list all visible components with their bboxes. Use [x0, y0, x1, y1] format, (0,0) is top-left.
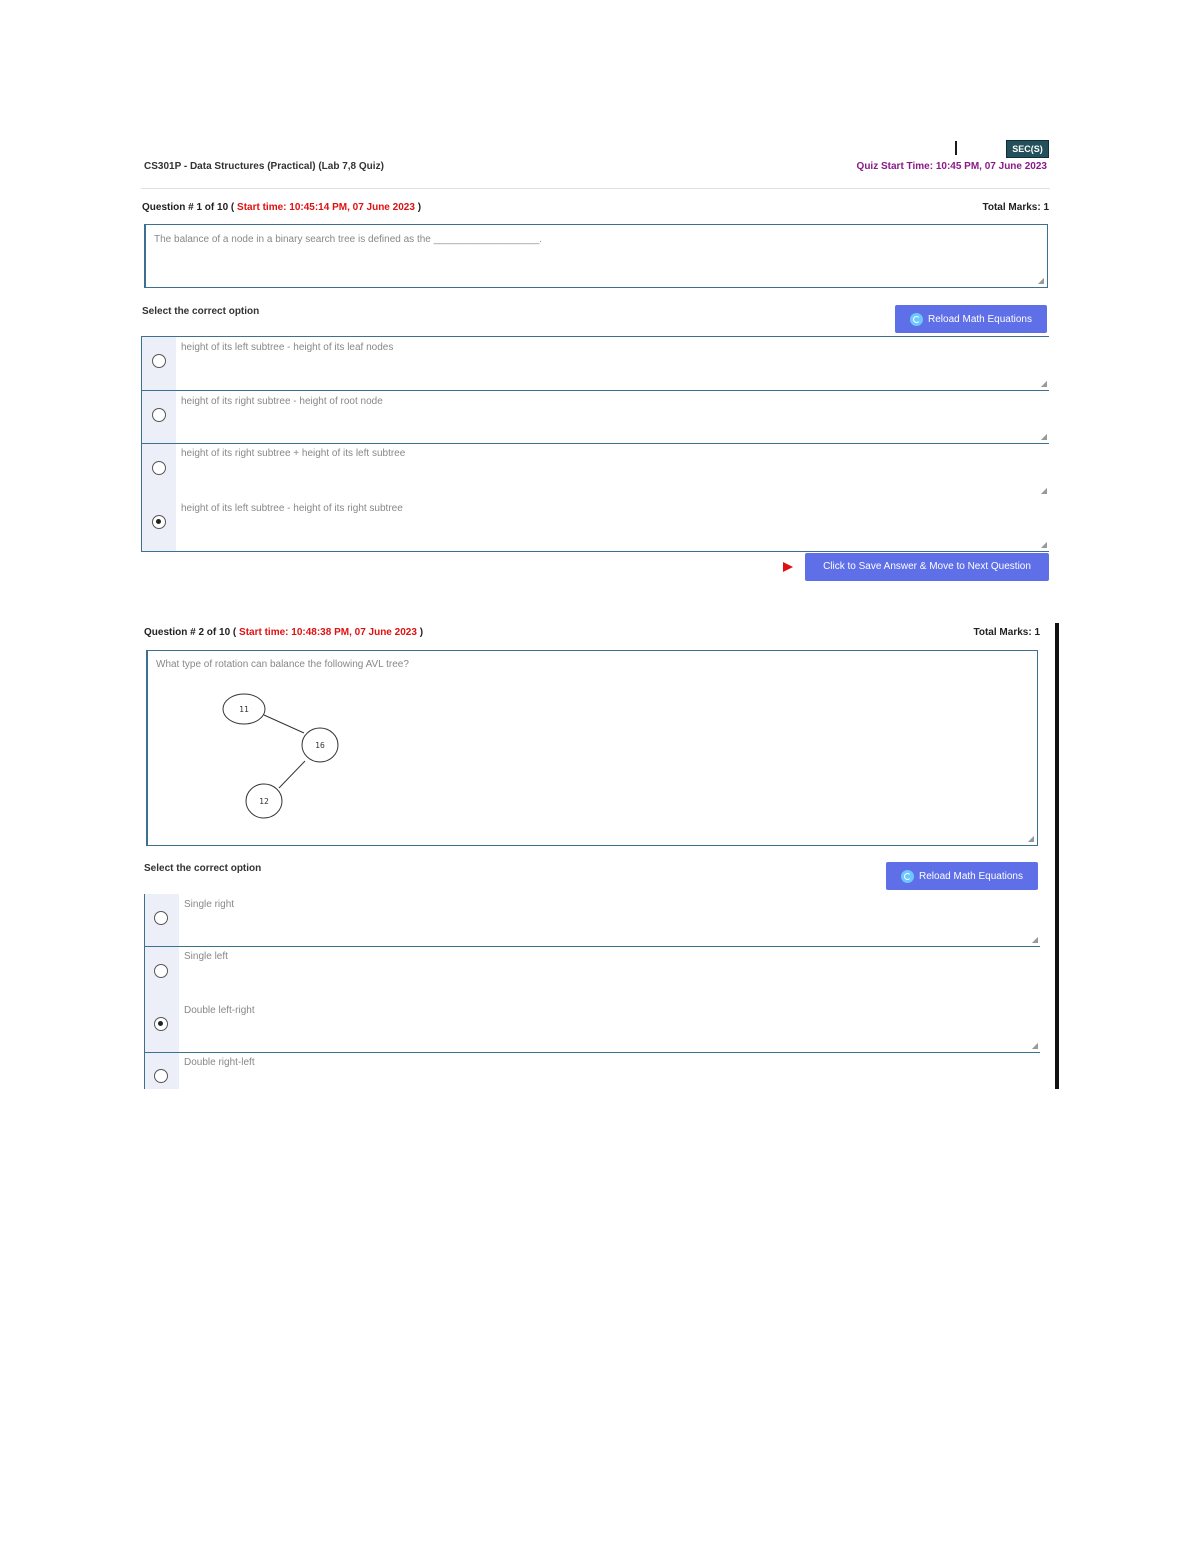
question-2-start-time: Start time: 10:48:38 PM, 07 June 2023: [239, 627, 417, 638]
question-2-total-marks: Total Marks: 1: [973, 627, 1040, 638]
reload-math-label: Reload Math Equations: [928, 313, 1032, 325]
question-2-options: [144, 894, 1040, 1089]
question-2-text-box: [146, 650, 1038, 846]
reload-math-button[interactable]: [886, 862, 1038, 890]
tree-node-label: 11: [239, 705, 249, 714]
timer-badge: SEC(S): [1006, 140, 1049, 158]
option-4-radio[interactable]: [152, 515, 166, 529]
option-1-radio[interactable]: [154, 911, 168, 925]
question-1-text-box: [144, 224, 1048, 288]
option-4-text: Double right-left: [184, 1057, 255, 1068]
option-radio-cell: [145, 947, 179, 1052]
option-1-text: height of its left subtree - height of its leaf nodes: [181, 342, 394, 353]
question-2-select-label: Select the correct option: [144, 863, 262, 874]
option-2-3-group: [145, 947, 1040, 1053]
avl-tree-diagram: [208, 687, 348, 822]
option-4-radio[interactable]: [154, 1069, 168, 1083]
quiz-start-time: Quiz Start Time: 10:45 PM, 07 June 2023: [856, 161, 1047, 172]
option-3-text[interactable]: Double left-right: [184, 1005, 255, 1016]
timer-divider: [955, 141, 957, 155]
option-3-text[interactable]: height of its right subtree + height of its left subtree: [181, 448, 406, 459]
question-2-number: Question # 2 of 10 (: [144, 627, 237, 638]
tree-node-label: 16: [315, 741, 325, 750]
reload-icon: [901, 870, 914, 883]
question-2-text: What type of rotation can balance the following AVL tree?: [156, 659, 409, 670]
play-arrow-icon: [783, 562, 793, 572]
option-1-radio[interactable]: [152, 354, 166, 368]
option-2-text[interactable]: Single left: [184, 951, 228, 962]
option-1[interactable]: [145, 894, 1040, 947]
tree-edge: [264, 715, 304, 733]
question-1-text: The balance of a node in a binary search tree is defined as the ___________________.: [154, 234, 543, 245]
resize-grip-icon: ◢: [1027, 834, 1034, 843]
option-2-radio[interactable]: [152, 408, 166, 422]
scrollbar[interactable]: [1055, 623, 1059, 1089]
option-4[interactable]: [145, 1053, 1040, 1089]
question-1-total-marks: Total Marks: 1: [982, 202, 1049, 213]
tree-edge: [279, 761, 305, 788]
option-2[interactable]: [142, 391, 1049, 444]
resize-grip-icon: ◢: [1031, 1041, 1038, 1050]
question-1-number: Question # 1 of 10 (: [142, 202, 235, 213]
option-1-text: Single right: [184, 899, 235, 910]
question-2-close: ): [419, 627, 424, 638]
reload-icon: [910, 313, 923, 326]
reload-math-label: Reload Math Equations: [919, 870, 1023, 882]
option-2-text: height of its right subtree - height of root node: [181, 396, 383, 407]
tree-node-label: 12: [259, 797, 269, 806]
resize-grip-icon: ◢: [1040, 486, 1047, 495]
resize-grip-icon: ◢: [1040, 540, 1047, 549]
option-3-radio[interactable]: [152, 461, 166, 475]
option-2-radio[interactable]: [154, 964, 168, 978]
question-1-close: ): [417, 202, 422, 213]
question-2-heading: [144, 627, 423, 638]
option-1[interactable]: [142, 337, 1049, 391]
save-next-button[interactable]: Click to Save Answer & Move to Next Question: [805, 553, 1049, 581]
header-divider: [141, 188, 1050, 189]
option-3-4-group: [142, 444, 1049, 552]
question-1-heading: [142, 202, 421, 213]
option-4-text[interactable]: height of its left subtree - height of its right subtree: [181, 503, 403, 514]
resize-grip-icon: ◢: [1040, 432, 1047, 441]
question-1-options: [141, 336, 1049, 552]
resize-grip-icon: ◢: [1037, 276, 1044, 285]
question-1-select-label: Select the correct option: [142, 306, 260, 317]
option-3-radio[interactable]: [154, 1017, 168, 1031]
question-1-start-time: Start time: 10:45:14 PM, 07 June 2023: [237, 202, 415, 213]
resize-grip-icon: ◢: [1040, 379, 1047, 388]
resize-grip-icon: ◢: [1031, 935, 1038, 944]
course-title: CS301P - Data Structures (Practical) (Lab 7,8 Quiz): [144, 161, 384, 172]
reload-math-button[interactable]: [895, 305, 1047, 333]
